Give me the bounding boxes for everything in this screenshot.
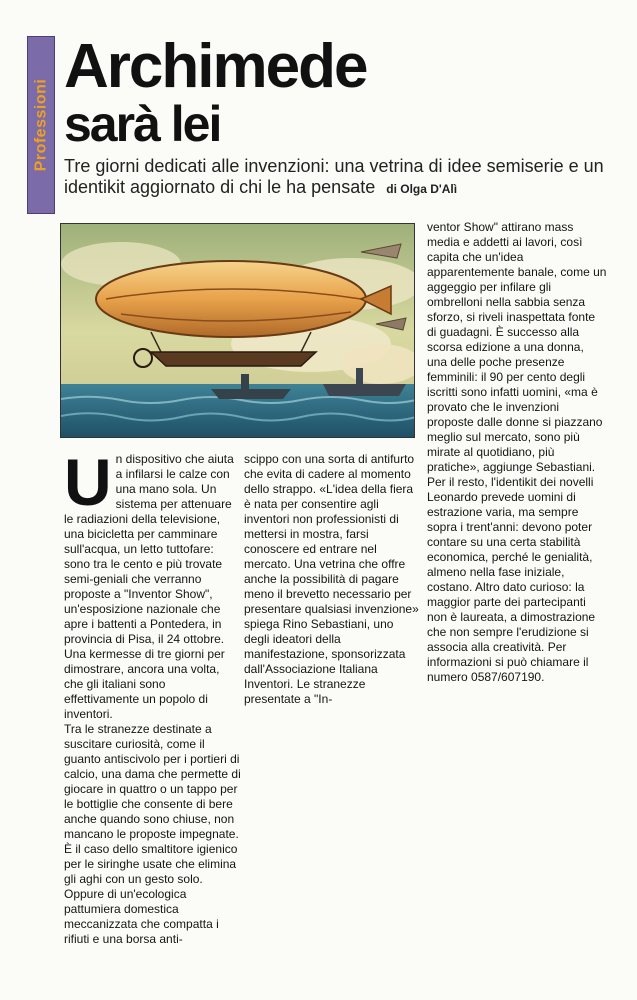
airship-illustration bbox=[60, 223, 415, 438]
airship-illustration-svg bbox=[61, 224, 415, 438]
article-paragraph: scippo con una sorta di antifurto che evita di cadere al momento dello strappo. «L'idea della fiera è nata per consentire agli inventori non professionisti di mettersi in mostra, farsi conoscere ed entrare nel mercato. Una vetrina che offre anche la possibilità di pagare meno il brevetto necessario per presentare qualsiasi invenzione» spiega Rino Sebastiani, uno degli ideatori della manifestazione, sponsorizzata dall'Associazione Italiana Inventori. Le stranezze presentate a "In- bbox=[244, 452, 419, 706]
headline-line1: Archimede bbox=[64, 32, 367, 101]
article-paragraph: Una kermesse di tre giorni per dimostrare, ancora una volta, che gli italiani sono effettivamente un popolo di inventori. bbox=[64, 647, 225, 721]
battleship bbox=[323, 384, 406, 396]
airship-envelope bbox=[96, 261, 366, 337]
subtitle-text: Tre giorni dedicati alle invenzioni: una vetrina di idee semiserie e un identikit aggiornato di chi le ha pensate bbox=[64, 156, 604, 197]
headline bbox=[64, 32, 367, 152]
article-column-1 bbox=[64, 445, 242, 947]
byline: di Olga D'Alì bbox=[386, 182, 458, 196]
subtitle bbox=[64, 156, 604, 200]
battleship-funnel bbox=[356, 368, 363, 384]
battleship bbox=[211, 389, 291, 399]
article-column-3 bbox=[427, 220, 607, 685]
article-paragraph: Tra le stranezze destinate a suscitare curiosità, come il guanto antiscivolo per i portieri di calcio, una dama che permette di giocare in quattro o un tappo per le bottiglie che consente di bere anche quando sono chiuse, non mancano le proposte impegnate. È il caso dello smaltitore igienico per le siringhe usate che elimina gli aghi con un gesto solo. Oppure di un'ecologica pattumiera domestica meccanizzata che compatta i rifiuti e una borsa anti- bbox=[64, 722, 241, 946]
article-paragraph: n dispositivo che aiuta a infilarsi le calze con una mano sola. Un sistema per attenuare le radiazioni della televisione, una bicicletta per camminare sull'acqua, un letto tuttofare: sono tra le cento e più trovate semi-geniali che verranno proposte a "Inventor Show", un'esposizione nazionale che apre i battenti a Pontedera, in provincia di Pisa, il 24 ottobre. bbox=[64, 452, 234, 646]
headline-line2: sarà lei bbox=[64, 96, 221, 152]
battleship-funnel bbox=[241, 374, 249, 389]
article-paragraph: ventor Show" attirano mass media e addetti ai lavori, così capita che un'idea apparentemente banale, come un aggeggio per infilare gli ombrelloni nella sabbia senza sforzo, si riveli inaspettata fonte di guadagni. È successo alla scorsa edizione a una donna, una delle poche presenze femminili: il 90 per cento degli iscritti sono infatti uomini, «ma è provato che le invenzioni proposte dalle donne si piazzano meglio sul mercato, sono più mirate al quotidiano, più pratiche», aggiunge Sebastiani. bbox=[427, 220, 607, 474]
section-label: Professioni bbox=[32, 78, 50, 172]
airship-gondola bbox=[151, 352, 316, 366]
drop-cap: U bbox=[64, 445, 112, 519]
article-paragraph: Per il resto, l'identikit dei novelli Leonardo prevede uomini di estrazione varia, ma sempre sopra i trent'anni: devono poter contare su una certa stabilità economica, perché le genialità, almeno nella fase iniziale, costano. Altro dato curioso: la maggior parte dei partecipanti non è laureata, a dimostrazione che non sempre l'erudizione si associa alla creatività. Per informazioni si può chiamare il numero 0587/607190. bbox=[427, 475, 596, 684]
article-column-2 bbox=[244, 452, 419, 707]
section-tab bbox=[27, 36, 55, 214]
